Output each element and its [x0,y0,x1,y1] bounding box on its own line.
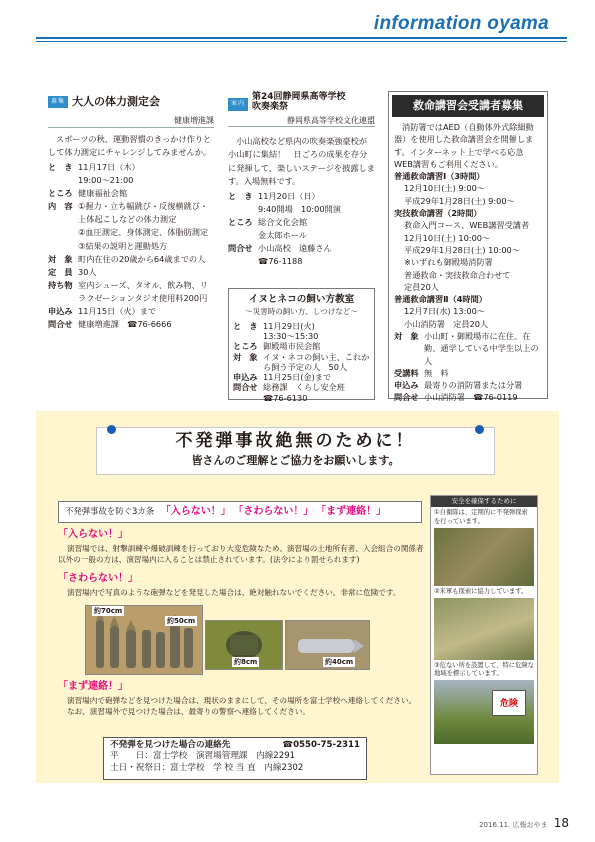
detail-label: 対 象 [233,351,258,362]
rule-text: 演習場では、射撃訓練や爆破訓練を行っており大変危険なため、演習場の土地所有者、入会組合の関係者以外の一般の方は、演習場内に入ることは禁止されています。(法令により罰せられます) [58,543,424,564]
detail-value: 小山消防署 ☎76-0119 [424,392,518,403]
detail-label: 問合せ [228,243,253,254]
course-line: 定員20人 [404,281,439,292]
detail-row [48,161,214,187]
band-festival-article [228,92,375,269]
detail-label: 申込み [48,306,73,317]
detail-label: 申込み [233,372,258,383]
detail-label: 持ち物 [48,279,73,290]
detail-value: 11月15日（火）まで [78,306,157,317]
shell-size-label: 約8cm [234,658,258,666]
lifesaving-title: 救命講習会受講者募集 [392,95,544,117]
detail-value: 11月29日(火) 13:30〜15:30 [263,320,319,342]
detail-value: 11月25日(金)まで [263,372,332,383]
detail-label: 問合せ [233,382,258,393]
three-rules-box [58,501,422,523]
article-tag: 案内 [228,98,248,111]
detail-row [394,379,542,391]
detail-row [48,187,214,200]
ordnance-banner [96,427,495,475]
rule-2: 「さわらない！」 [233,506,314,517]
ordnance-title: 不発弾事故絶無のために！ [175,431,416,451]
page-footer [479,815,569,832]
detail-value: 室内シューズ、タオル、飲み物、リラクゼーションタジオ使用料200円 [78,279,209,304]
detail-row [233,382,370,403]
course-line: ※いずれも御殿場消防署 [404,257,493,268]
detail-label: 対 象 [394,330,419,341]
page-number: 18 [553,816,569,830]
ordnance-contact-box [103,737,367,780]
rule-heading: 「まず連絡！」 [58,681,128,692]
detail-label: 申込み [394,380,419,391]
shell-size-label: 約40cm [325,658,354,666]
detail-value: 町内在住の20歳から64歳までの人 [78,253,206,264]
article-title: 第24回静岡県高等学校 吹奏楽祭 [252,92,346,113]
safety-photo-3 [434,680,534,744]
course-line: 小山消防署 定員20人 [404,318,489,329]
danger-sign [492,690,526,716]
detail-label: と き [228,190,253,201]
safety-caption-1: ①自衛隊は、定期的に不発弾探索を行っています。 [434,509,528,525]
detail-value: 総合文化会館 金太郎ホール [258,217,308,241]
detail-value: 健康増進課 ☎76-6666 [78,319,172,330]
course-line: 救命入門コース、WEB講習受講者 [404,220,530,231]
detail-value: ①握力・立ち幅跳び・反復横跳び・上体起こしなどの体力測定 ②血圧測定、身体測定、体脂肪測定 ③結果の説明と運動処方 [78,201,209,251]
rule-heading: 「さわらない！」 [58,573,138,584]
rule-section-1 [58,528,426,565]
ordnance-subtitle: 皆さんのご理解とご協力をお願いします。 [191,454,400,467]
detail-row [48,318,214,331]
course-line: 12月10日(土) 10:00〜 [404,232,491,243]
safety-caption-3: ③危ない所を設置して、特に危険な地域を標示しています。 [434,661,534,678]
safety-title: 安全を確保するために [431,496,537,507]
rule-3: 「まず連絡！」 [316,506,387,517]
course-line: 平成29年1月28日(土) 9:00〜 [404,195,515,206]
detail-row [394,367,542,379]
detail-value: 総務課 くらし安全班 ☎76-6130 [263,382,345,403]
detail-row [48,305,214,318]
article-title: 大人の体力測定会 [72,95,161,108]
lifesaving-details [394,330,542,404]
course-heading: 普通救命講習Ⅰ（3時間） [394,171,485,182]
safety-photo-2 [434,598,534,660]
safety-caption-2: ②米軍も探索に協力しています。 [434,587,528,595]
course-line: 平成29年1月28日(土) 10:00〜 [404,244,520,255]
detail-label: 問合せ [48,319,73,330]
footer-issue: 2016.11. 広報おやま [479,821,548,829]
course-heading: 実技救命講習（2時間） [394,208,482,219]
course-heading: 普通救命講習Ⅱ（4時間） [394,294,487,305]
detail-row [228,190,375,216]
header-rule-thin [36,41,567,42]
header-rule [36,37,567,39]
shell-size-label: 約50cm [167,617,196,625]
pet-class-box [228,288,375,403]
detail-row [48,279,214,305]
rules-intro: 不発弾事故を防ぐ3カ条 [65,506,155,516]
course-line: 12月7日(水) 13:00〜 [404,306,485,317]
safety-panel [430,495,538,775]
rule-section-3 [58,680,428,717]
rule-text: 演習場内で写真のような砲弾などを発見した場合は、絶対触れないでください。非常に危険です。 [67,587,401,597]
lifesaving-schedule [394,170,542,330]
pet-class-details [233,321,370,403]
article-intro: 小山高校など県内の吹奏楽強豪校が小山町に集結！ 日ごろの成果を存分に発揮して、楽しいステージを披露します。入場無料です。 [228,136,375,186]
detail-value: 11月20日（日） 9:40開場 10:00開演 [258,190,341,214]
detail-label: と き [48,161,73,172]
pet-class-title: イヌとネコの飼い方教室 [248,294,355,305]
detail-row [228,216,375,242]
article-intro: スポーツの秋、運動習慣のきっかけ作りとして体力測定にチャレンジしてみませんか。 [48,133,212,157]
detail-value: 御殿場市民会館 [263,341,321,352]
contact-holiday: 土日・祝祭日：富士学校 学 校 当 直 内線2302 [110,762,304,773]
detail-row [233,341,370,351]
lifesaving-intro: 消防署ではAED（自動体外式除細動器）を使用した救命講習会を開催します。インターネット上で学べる応急WEB講習もご利用ください。 [394,121,534,169]
detail-row [233,321,370,342]
article-tag: 募集 [48,96,68,109]
fitness-article [48,94,214,331]
detail-row [228,242,375,268]
detail-value: 無 料 [424,367,449,378]
rule-heading: 「入らない！」 [58,529,128,540]
detail-row [48,253,214,266]
rule-1: 「入らない！」 [160,506,231,517]
detail-value: 30人 [78,266,97,277]
article-details [48,161,214,332]
page-header-title: information oyama [373,13,549,34]
detail-label: 定 員 [48,266,73,277]
detail-row [48,266,214,279]
detail-row [48,200,214,253]
detail-label: 問合せ [394,392,419,403]
rule-text: なお、演習場外で見つけた場合は、最寄りの警察へ連絡してください。 [67,706,310,716]
detail-label: 受講料 [394,367,419,378]
detail-value: 健康福祉会館 [78,188,128,199]
rule-section-2 [58,572,426,598]
detail-value: 小山町・御殿場市に在住、在勤、通学している中学生以上の人 [424,330,539,366]
pet-class-subtitle: 〜災害時の飼い方、しつけなど〜 [245,306,358,316]
detail-value: 11月17日（木） 19:00〜21:00 [78,161,140,185]
detail-value: 小山高校 遠藤さん ☎76-1188 [258,243,332,267]
lifesaving-course-box [388,91,548,403]
detail-row [394,391,542,403]
detail-label: ところ [228,217,253,228]
detail-label: 対 象 [48,253,73,264]
contact-title: 不発弾を見つけた場合の連絡先 [110,740,231,750]
course-line: 12月10日(土) 9:00〜 [404,183,485,194]
detail-label: ところ [233,341,258,352]
detail-value: イヌ・ネコの飼い主、これから飼う予定の人 50人 [263,351,370,372]
contact-weekday: 平 日：富士学校 演習場管理課 内線2291 [110,751,296,762]
danger-sign-text: 危険 [499,699,518,710]
detail-row [394,330,542,367]
detail-label: と き [233,320,258,331]
article-details [228,190,375,269]
course-line: 普通救命・実技救命合わせて [404,269,511,280]
detail-value: 最寄りの消防署または分署 [424,380,523,391]
detail-label: ところ [48,188,73,199]
article-dept: 健康増進課 [48,115,214,128]
shell-size-label: 約70cm [94,607,123,615]
article-dept: 静岡県高等学校文化連盟 [228,115,375,128]
detail-label: 内 容 [48,201,73,212]
safety-photo-1 [434,528,534,586]
contact-phone: ☎0550-75-2311 [282,740,360,750]
detail-row [233,352,370,373]
detail-row [233,372,370,382]
rule-text: 演習場内で砲弾などを見つけた場合は、現状のままにして、その場所を富士学校へ連絡してください。 [67,695,417,705]
